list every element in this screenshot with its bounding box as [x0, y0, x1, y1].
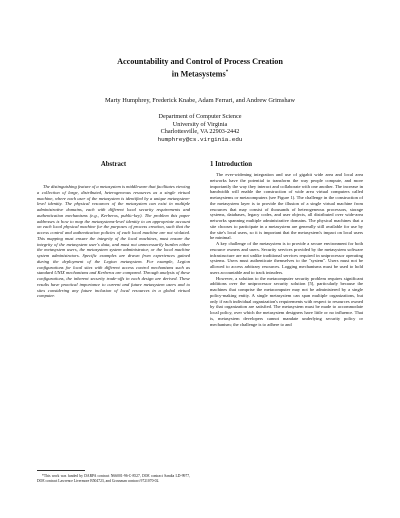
title-footnote-mark: *	[225, 70, 229, 75]
paper-title-line-1: Accountability and Control of Process Creation	[117, 57, 283, 66]
introduction-paragraph: A key challenge of the metasystem is to provide a secure environment for both resource owners and users. Security services provided by the metasystem software infrastructure are not unlike traditional services required in uniprocessor operating systems. Users must authenticate themselves to the "system". Users must not be allowed to access arbitrary resources. Logging mechanisms must be used to hold users accountable and to track intruders.	[210, 241, 363, 275]
abstract-heading: Abstract	[100, 161, 127, 168]
introduction-paragraph: The ever-widening integration and use of gigabit wide area and local area networks have the potential to transform the way people compute, and more importantly the way they interact and collaborate with one another. The increase in bandwidth will enable the construction of wide area virtual computers called metasystems or metacomputers (see Figure 1). The challenge in the construction of the metasystem layer is to provide the illusion of a single virtual machine from resources that may consist of thousands of heterogeneous processors, storage systems, databases, legacy codes, and user objects, all distributed over wide-area networks spanning multiple administrative domains. The physical machines that a site chooses to participate in a metasystem are generally still available for use by the site's local users, so it is important that the metasystem's impact on local users be minimal.	[210, 172, 363, 241]
introduction-body	[210, 172, 363, 327]
affiliation-university: University of Virginia	[172, 120, 228, 128]
paper-title-line-2	[40, 67, 360, 80]
abstract-body	[37, 184, 190, 299]
footnote-rule	[37, 470, 85, 471]
paper-title-line-2-text: in Metasystems	[171, 69, 226, 79]
left-column	[37, 160, 190, 299]
abstract-paragraph: The distinguishing feature of a metasystem is middleware that facilitates viewing a collection of large, distributed, heterogeneous resources as a single virtual machine, where each user of the metasystem is identified by a unique metasystem-level identity. The physical resources of the metasystem can exist in multiple administrative domains, each with different local security requirements and authentication mechanisms (e.g., Kerberos, public-key). The problem this paper addresses is how to map the metasystems-level identity to an appropriate account on each local physical machine for the purposes of process creation, such that the access control and authentication policies of each local machine are not violated. This mapping must ensure the integrity of the local machines, must ensure the integrity of the metasystem user's data, and must not unnecessarily burden either the metasystem users, the metasystem system administrator, or the local machine system administrators. Specific examples are drawn from experiences gained during the deployment of the Legion metasystem. For example, Legion configurations for local sites with different access control mechanisms such as standard UNIX mechanisms and Kerberos are compared. Through analysis of these configurations, the inherent security trade-offs in each design are derived. These results have practical importance to current and future metasystem users and to sites considering any future inclusion of local resources in a global virtual computer.	[37, 184, 190, 299]
affiliation-department: Department of Computer Science	[158, 113, 242, 120]
contact-email: humphrey@cs.virginia.edu	[157, 135, 243, 143]
funding-footnote	[37, 470, 190, 483]
right-column	[210, 160, 363, 327]
footnote-text: *This work was funded by DARPA contract N66001-96-C-8527, DOE contract Sandia LD-9977, DOE contract Lawrence Livermore B504723, and Grossman contract 9721070-02.	[37, 474, 190, 483]
introduction-paragraph: However, a solution to the metacomputer security problem requires significant additions over the uniprocessor security solution [5], particularly because the machines that comprise the metacomputer may not be administered by a single policy-making entity. A single metasystem can span multiple organizations, but only if each individual organization's requirements with respect to resources owned by that organization are satisfied. The metasystem must be made to accommodate local policy, over which the metasystem designers have little or no influence. That is, metasystem developers cannot mandate underlying security policy or mechanism; the challenge is to adhere to and	[210, 275, 363, 327]
affiliation	[40, 113, 360, 143]
author-list: Marty Humphrey, Frederick Knabe, Adam Ferrari, and Andrew Grimshaw	[104, 97, 295, 104]
introduction-heading: 1 Introduction	[210, 161, 252, 168]
affiliation-city: Charlottesville, VA 22903-2442	[160, 128, 240, 136]
